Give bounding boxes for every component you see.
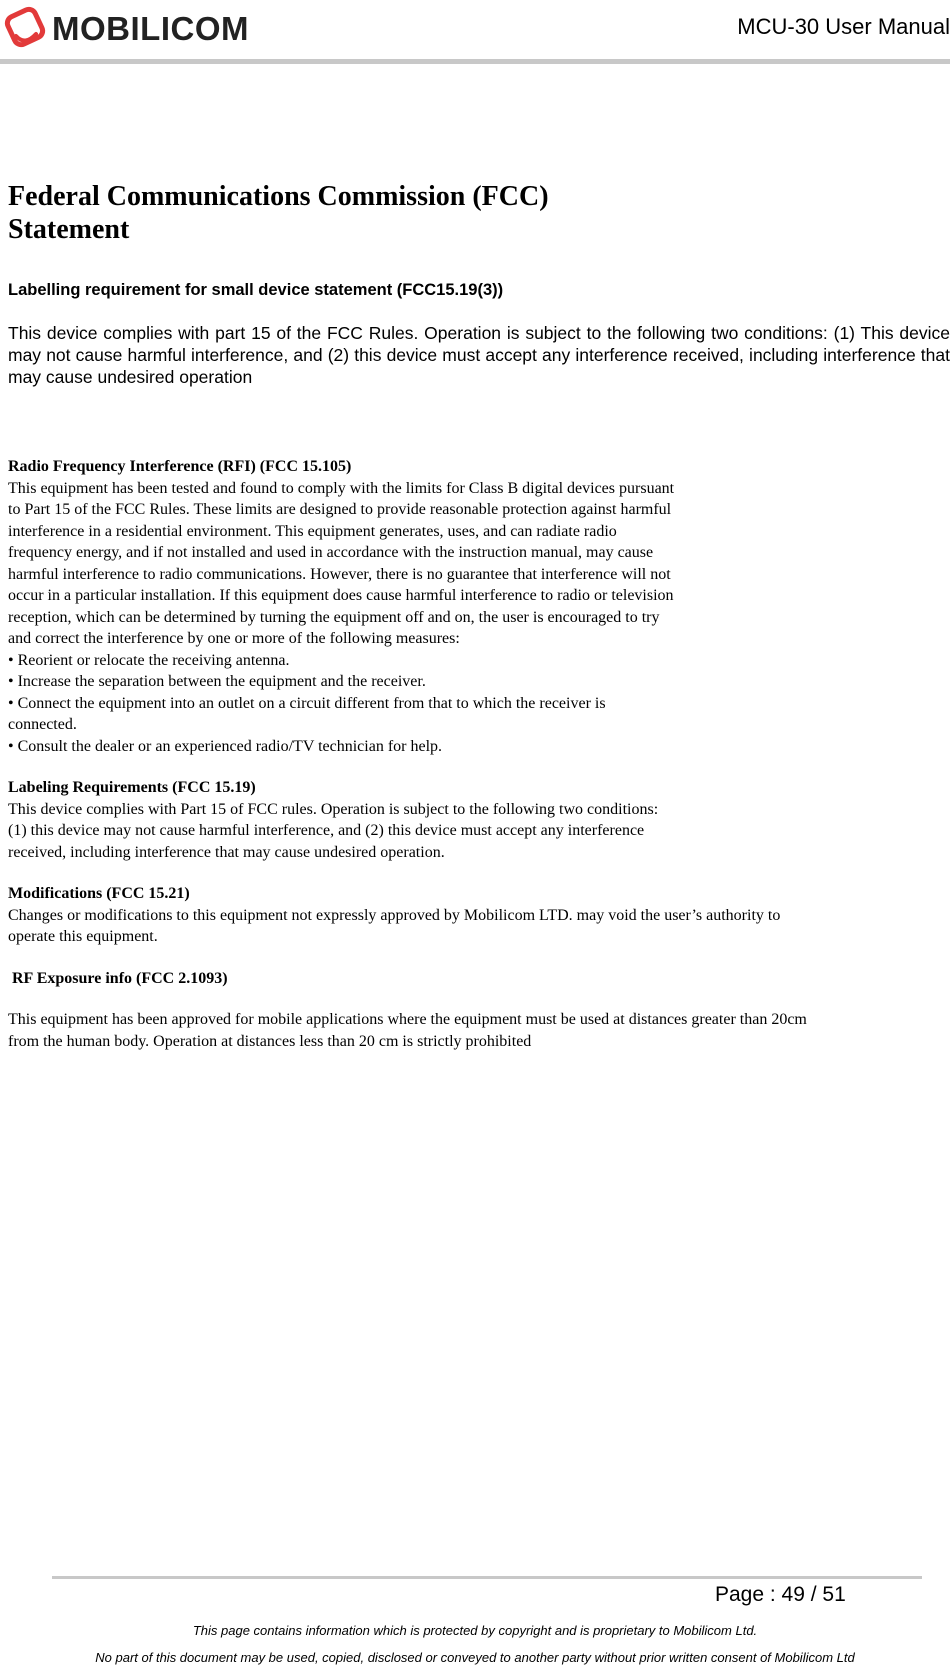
fcc-sections — [8, 456, 808, 1052]
page-number: Page : 49 / 51 — [715, 1583, 846, 1606]
main-content — [8, 180, 950, 246]
modifications-title: Modifications (FCC 15.21) — [8, 885, 190, 902]
footer-divider — [52, 1576, 922, 1579]
labelling-small-heading: Labelling requirement for small device statement (FCC15.19(3)) — [8, 281, 504, 299]
logo-text: MOBILICOM — [52, 10, 249, 47]
labeling-title: Labeling Requirements (FCC 15.19) — [8, 779, 256, 796]
rfi-bullet: • Consult the dealer or an experienced radio/TV technician for help. — [8, 737, 443, 755]
labelling-small-body: This device complies with part 15 of the FCC Rules. Operation is subject to the following two conditions: (1) This device may not cause harmful interference, and (2) this device must accept any interference received, including interference that may cause undesired operation — [8, 323, 950, 387]
copyright-note: This page contains information which is protected by copyright and is proprietary to Mobilicom Ltd. — [192, 1623, 758, 1638]
header-divider — [0, 59, 950, 64]
document-title: MCU-30 User Manual — [737, 14, 950, 39]
rfi-bullet: • Connect the equipment into an outlet on a circuit different from that to which the receiver is connected. — [8, 694, 606, 733]
rfi-body: This equipment has been tested and found to comply with the limits for Class B digital devices pursuant to Part 15 of the FCC Rules. These limits are designed to provide reasonable protection against harmful interference in a residential environment. This equipment generates, uses, and can radiate radio frequency energy, and if not installed and used in accordance with the instruction manual, may cause harmful interference to radio communications. However, there is no guarantee that interference will not occur in a particular installation. If this equipment does cause harmful interference to radio or television reception, which can be determined by turning the equipment off and on, the user is encouraged to try and correct the interference by one or more of the following measures: — [8, 479, 675, 647]
modifications-body: Changes or modifications to this equipment not expressly approved by Mobilicom LTD. may void the user’s authority to operate this equipment. — [8, 906, 781, 945]
rf-exposure-body: This equipment has been approved for mobile applications where the equipment must be used at distances greater than 20cm from the human body. Operation at distances less than 20 cm is strictly prohibited — [8, 1011, 807, 1050]
mobilicom-logo — [2, 2, 249, 56]
rf-exposure-title: RF Exposure info (FCC 2.1093) — [8, 969, 228, 987]
mobilicom-logo-icon — [2, 6, 48, 52]
disclosure-note: No part of this document may be used, copied, disclosed or conveyed to another party without prior written consent of Mobilicom Ltd — [95, 1650, 855, 1665]
rfi-title: Radio Frequency Interference (RFI) (FCC 15.105) — [8, 458, 352, 475]
page-header — [0, 0, 950, 60]
page-title: Federal Communications Commission (FCC) Statement — [8, 181, 549, 245]
labeling-body: This device complies with Part 15 of FCC rules. Operation is subject to the following two conditions: (1) this device may not cause harmful interference, and (2) this device must accept any interference received, including interference that may cause undesired operation. — [8, 800, 659, 861]
rfi-bullet: • Reorient or relocate the receiving antenna. — [8, 651, 290, 669]
rfi-bullet: • Increase the separation between the equipment and the receiver. — [8, 673, 426, 690]
